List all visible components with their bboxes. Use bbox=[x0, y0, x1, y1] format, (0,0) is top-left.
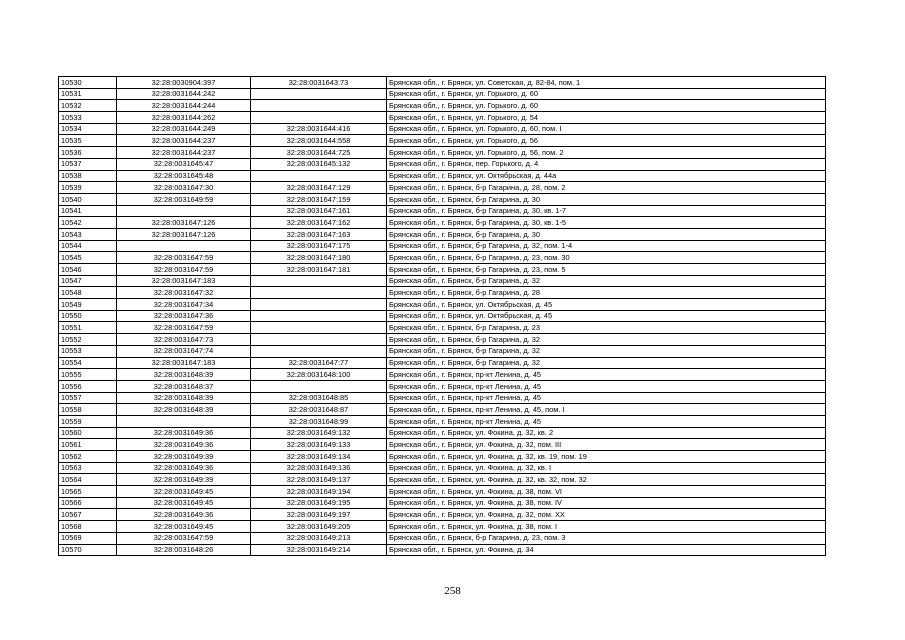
row-number-cell: 10567 bbox=[59, 509, 117, 521]
table-row bbox=[59, 509, 826, 521]
object-cadastral-number-cell: 32:28:0031647:129 bbox=[251, 182, 387, 194]
cadastral-number-cell: 32:28:0031644:249 bbox=[117, 123, 251, 135]
object-cadastral-number-cell: 32:28:0031649:214 bbox=[251, 544, 387, 556]
row-number-cell: 10570 bbox=[59, 544, 117, 556]
address-cell: Брянская обл., г. Брянск, б-р Гагарина, д. 28, пом. 2 bbox=[387, 182, 826, 194]
object-cadastral-number-cell: 32:28:0031648:100 bbox=[251, 369, 387, 381]
table-row bbox=[59, 322, 826, 334]
object-cadastral-number-cell: 32:28:0031643:73 bbox=[251, 77, 387, 89]
object-cadastral-number-cell bbox=[251, 88, 387, 100]
cadastral-number-cell: 32:28:0031649:36 bbox=[117, 427, 251, 439]
table-row bbox=[59, 486, 826, 498]
cadastral-number-cell: 32:28:0031644:237 bbox=[117, 135, 251, 147]
address-cell: Брянская обл., г. Брянск, ул. Фокина, д. 32, пом. III bbox=[387, 439, 826, 451]
address-cell: Брянская обл., г. Брянск, б-р Гагарина, д. 32 bbox=[387, 334, 826, 346]
row-number-cell: 10541 bbox=[59, 205, 117, 217]
cadastral-number-cell: 32:28:0031649:36 bbox=[117, 462, 251, 474]
cadastral-number-cell: 32:28:0031648:37 bbox=[117, 380, 251, 392]
address-cell: Брянская обл., г. Брянск, пр-кт Ленина, д. 45 bbox=[387, 392, 826, 404]
object-cadastral-number-cell: 32:28:0031647:162 bbox=[251, 217, 387, 229]
address-cell: Брянская обл., г. Брянск, б-р Гагарина, д. 30, кв. 1-5 bbox=[387, 217, 826, 229]
row-number-cell: 10558 bbox=[59, 404, 117, 416]
address-cell: Брянская обл., г. Брянск, пр-кт Ленина, д. 45 bbox=[387, 369, 826, 381]
cadastral-number-cell: 32:28:0031648:39 bbox=[117, 392, 251, 404]
address-cell: Брянская обл., г. Брянск, ул. Фокина, д. 32, кв. I bbox=[387, 462, 826, 474]
row-number-cell: 10543 bbox=[59, 228, 117, 240]
row-number-cell: 10535 bbox=[59, 135, 117, 147]
cadastral-number-cell: 32:28:0031647:59 bbox=[117, 252, 251, 264]
table-row bbox=[59, 544, 826, 556]
row-number-cell: 10546 bbox=[59, 264, 117, 276]
row-number-cell: 10552 bbox=[59, 334, 117, 346]
cadastral-number-cell: 32:28:0031647:34 bbox=[117, 299, 251, 311]
table-row bbox=[59, 252, 826, 264]
object-cadastral-number-cell: 32:28:0031647:161 bbox=[251, 205, 387, 217]
table-row bbox=[59, 299, 826, 311]
cadastral-number-cell: 32:28:0031649:36 bbox=[117, 509, 251, 521]
row-number-cell: 10561 bbox=[59, 439, 117, 451]
row-number-cell: 10547 bbox=[59, 275, 117, 287]
row-number-cell: 10532 bbox=[59, 100, 117, 112]
table-row bbox=[59, 217, 826, 229]
address-cell: Брянская обл., г. Брянск, ул. Фокина, д. 32, кв. 32, пом. 32 bbox=[387, 474, 826, 486]
cadastral-number-cell: 32:28:0031647:59 bbox=[117, 532, 251, 544]
table-row bbox=[59, 193, 826, 205]
table-row bbox=[59, 497, 826, 509]
address-cell: Брянская обл., г. Брянск, б-р Гагарина, д. 30 bbox=[387, 193, 826, 205]
table-row bbox=[59, 345, 826, 357]
address-cell: Брянская обл., г. Брянск, б-р Гагарина, д. 32, пом. 1-4 bbox=[387, 240, 826, 252]
object-cadastral-number-cell: 32:28:0031649:132 bbox=[251, 427, 387, 439]
table-row bbox=[59, 415, 826, 427]
address-cell: Брянская обл., г. Брянск, ул. Фокина, д. 32, пом. XX bbox=[387, 509, 826, 521]
row-number-cell: 10537 bbox=[59, 158, 117, 170]
cadastral-number-cell: 32:28:0031649:45 bbox=[117, 497, 251, 509]
cadastral-number-cell: 32:28:0031647:73 bbox=[117, 334, 251, 346]
object-cadastral-number-cell bbox=[251, 112, 387, 124]
table-row bbox=[59, 521, 826, 533]
object-cadastral-number-cell: 32:28:0031644:558 bbox=[251, 135, 387, 147]
cadastral-number-cell bbox=[117, 240, 251, 252]
cadastral-number-cell: 32:28:0031649:39 bbox=[117, 451, 251, 463]
address-cell: Брянская обл., г. Брянск, б-р Гагарина, д. 30, кв. 1-7 bbox=[387, 205, 826, 217]
row-number-cell: 10553 bbox=[59, 345, 117, 357]
address-cell: Брянская обл., г. Брянск, б-р Гагарина, д. 30 bbox=[387, 228, 826, 240]
table-row bbox=[59, 182, 826, 194]
cadastral-number-cell: 32:28:0031644:242 bbox=[117, 88, 251, 100]
row-number-cell: 10556 bbox=[59, 380, 117, 392]
address-cell: Брянская обл., г. Брянск, ул. Фокина, д. 38, пом. VI bbox=[387, 486, 826, 498]
table-row bbox=[59, 170, 826, 182]
cadastral-number-cell: 32:28:0031644:244 bbox=[117, 100, 251, 112]
cadastral-number-cell: 32:28:0031647:183 bbox=[117, 357, 251, 369]
object-cadastral-number-cell: 32:28:0031647:163 bbox=[251, 228, 387, 240]
table-row bbox=[59, 357, 826, 369]
object-cadastral-number-cell bbox=[251, 380, 387, 392]
registry-table bbox=[58, 76, 826, 556]
table-row bbox=[59, 451, 826, 463]
row-number-cell: 10542 bbox=[59, 217, 117, 229]
table-row bbox=[59, 369, 826, 381]
address-cell: Брянская обл., г. Брянск, ул. Фокина, д. 34 bbox=[387, 544, 826, 556]
address-cell: Брянская обл., г. Брянск, ул. Фокина, д. 32, кв. 2 bbox=[387, 427, 826, 439]
object-cadastral-number-cell: 32:28:0031647:181 bbox=[251, 264, 387, 276]
row-number-cell: 10536 bbox=[59, 147, 117, 159]
object-cadastral-number-cell bbox=[251, 334, 387, 346]
object-cadastral-number-cell: 32:28:0031648:85 bbox=[251, 392, 387, 404]
object-cadastral-number-cell bbox=[251, 322, 387, 334]
address-cell: Брянская обл., г. Брянск, ул. Октябрьская, д. 44а bbox=[387, 170, 826, 182]
row-number-cell: 10550 bbox=[59, 310, 117, 322]
row-number-cell: 10555 bbox=[59, 369, 117, 381]
table-row bbox=[59, 334, 826, 346]
address-cell: Брянская обл., г. Брянск, ул. Фокина, д. 32, кв. 19, пом. 19 bbox=[387, 451, 826, 463]
object-cadastral-number-cell bbox=[251, 275, 387, 287]
cadastral-number-cell: 32:28:0031647:32 bbox=[117, 287, 251, 299]
address-cell: Брянская обл., г. Брянск, ул. Горького, д. 60 bbox=[387, 88, 826, 100]
cadastral-number-cell: 32:28:0031649:45 bbox=[117, 521, 251, 533]
object-cadastral-number-cell: 32:28:0031647:159 bbox=[251, 193, 387, 205]
row-number-cell: 10544 bbox=[59, 240, 117, 252]
table-row bbox=[59, 112, 826, 124]
row-number-cell: 10548 bbox=[59, 287, 117, 299]
row-number-cell: 10538 bbox=[59, 170, 117, 182]
cadastral-number-cell: 32:28:0031647:30 bbox=[117, 182, 251, 194]
address-cell: Брянская обл., г. Брянск, б-р Гагарина, д. 32 bbox=[387, 275, 826, 287]
row-number-cell: 10530 bbox=[59, 77, 117, 89]
cadastral-number-cell: 32:28:0031648:39 bbox=[117, 369, 251, 381]
object-cadastral-number-cell: 32:28:0031647:77 bbox=[251, 357, 387, 369]
object-cadastral-number-cell: 32:28:0031649:194 bbox=[251, 486, 387, 498]
cadastral-number-cell: 32:28:0031649:45 bbox=[117, 486, 251, 498]
table-row bbox=[59, 158, 826, 170]
address-cell: Брянская обл., г. Брянск, ул. Горького, д. 60 bbox=[387, 100, 826, 112]
address-cell: Брянская обл., г. Брянск, ул. Горького, д. 60, пом. I bbox=[387, 123, 826, 135]
cadastral-number-cell: 32:28:0031647:59 bbox=[117, 264, 251, 276]
table-row bbox=[59, 228, 826, 240]
page-number: 258 bbox=[444, 585, 461, 597]
cadastral-number-cell: 32:28:0031647:36 bbox=[117, 310, 251, 322]
cadastral-number-cell: 32:28:0031647:74 bbox=[117, 345, 251, 357]
object-cadastral-number-cell: 32:28:0031649:197 bbox=[251, 509, 387, 521]
address-cell: Брянская обл., г. Брянск, б-р Гагарина, д. 23, пом. 3 bbox=[387, 532, 826, 544]
cadastral-number-cell: 32:28:0030904:397 bbox=[117, 77, 251, 89]
object-cadastral-number-cell: 32:28:0031644:416 bbox=[251, 123, 387, 135]
row-number-cell: 10563 bbox=[59, 462, 117, 474]
table-row bbox=[59, 532, 826, 544]
cadastral-number-cell: 32:28:0031644:262 bbox=[117, 112, 251, 124]
table-row bbox=[59, 135, 826, 147]
row-number-cell: 10531 bbox=[59, 88, 117, 100]
object-cadastral-number-cell: 32:28:0031645:132 bbox=[251, 158, 387, 170]
row-number-cell: 10564 bbox=[59, 474, 117, 486]
object-cadastral-number-cell: 32:28:0031649:213 bbox=[251, 532, 387, 544]
row-number-cell: 10566 bbox=[59, 497, 117, 509]
object-cadastral-number-cell bbox=[251, 287, 387, 299]
cadastral-number-cell bbox=[117, 205, 251, 217]
table-row bbox=[59, 88, 826, 100]
row-number-cell: 10534 bbox=[59, 123, 117, 135]
address-cell: Брянская обл., г. Брянск, пр-кт Ленина, д. 45 bbox=[387, 380, 826, 392]
row-number-cell: 10539 bbox=[59, 182, 117, 194]
address-cell: Брянская обл., г. Брянск, б-р Гагарина, д. 23, пом. 5 bbox=[387, 264, 826, 276]
table-row bbox=[59, 439, 826, 451]
table-row bbox=[59, 392, 826, 404]
cadastral-number-cell: 32:28:0031644:237 bbox=[117, 147, 251, 159]
cadastral-number-cell: 32:28:0031645:47 bbox=[117, 158, 251, 170]
table-row bbox=[59, 77, 826, 89]
table-row bbox=[59, 404, 826, 416]
table-row bbox=[59, 205, 826, 217]
address-cell: Брянская обл., г. Брянск, ул. Горького, д. 56 bbox=[387, 135, 826, 147]
address-cell: Брянская обл., г. Брянск, б-р Гагарина, д. 23, пом. 30 bbox=[387, 252, 826, 264]
object-cadastral-number-cell bbox=[251, 345, 387, 357]
address-cell: Брянская обл., г. Брянск, пр-кт Ленина, д. 45, пом. I bbox=[387, 404, 826, 416]
address-cell: Брянская обл., г. Брянск, ул. Октябрьская, д. 45 bbox=[387, 299, 826, 311]
cadastral-number-cell: 32:28:0031648:39 bbox=[117, 404, 251, 416]
cadastral-number-cell: 32:28:0031647:183 bbox=[117, 275, 251, 287]
table-row bbox=[59, 264, 826, 276]
object-cadastral-number-cell bbox=[251, 170, 387, 182]
cadastral-number-cell: 32:28:0031649:36 bbox=[117, 439, 251, 451]
row-number-cell: 10569 bbox=[59, 532, 117, 544]
cadastral-number-cell: 32:28:0031647:126 bbox=[117, 228, 251, 240]
address-cell: Брянская обл., г. Брянск, б-р Гагарина, д. 28 bbox=[387, 287, 826, 299]
row-number-cell: 10560 bbox=[59, 427, 117, 439]
row-number-cell: 10549 bbox=[59, 299, 117, 311]
object-cadastral-number-cell: 32:28:0031647:175 bbox=[251, 240, 387, 252]
object-cadastral-number-cell: 32:28:0031649:134 bbox=[251, 451, 387, 463]
table-row bbox=[59, 147, 826, 159]
row-number-cell: 10540 bbox=[59, 193, 117, 205]
object-cadastral-number-cell: 32:28:0031649:195 bbox=[251, 497, 387, 509]
object-cadastral-number-cell: 32:28:0031649:136 bbox=[251, 462, 387, 474]
address-cell: Брянская обл., г. Брянск, ул. Советская, д. 82-84, пом. 1 bbox=[387, 77, 826, 89]
address-cell: Брянская обл., г. Брянск, пр-кт Ленина, д. 45 bbox=[387, 415, 826, 427]
address-cell: Брянская обл., г. Брянск, б-р Гагарина, д. 23 bbox=[387, 322, 826, 334]
cadastral-number-cell: 32:28:0031648:26 bbox=[117, 544, 251, 556]
table-row bbox=[59, 123, 826, 135]
address-cell: Брянская обл., г. Брянск, ул. Октябрьская, д. 45 bbox=[387, 310, 826, 322]
cadastral-number-cell bbox=[117, 415, 251, 427]
table-row bbox=[59, 275, 826, 287]
cadastral-number-cell: 32:28:0031649:39 bbox=[117, 474, 251, 486]
table-row bbox=[59, 287, 826, 299]
row-number-cell: 10559 bbox=[59, 415, 117, 427]
table-row bbox=[59, 240, 826, 252]
address-cell: Брянская обл., г. Брянск, б-р Гагарина, д. 32 bbox=[387, 345, 826, 357]
table-row bbox=[59, 474, 826, 486]
row-number-cell: 10551 bbox=[59, 322, 117, 334]
address-cell: Брянская обл., г. Брянск, б-р Гагарина, д. 32 bbox=[387, 357, 826, 369]
cadastral-number-cell: 32:28:0031649:59 bbox=[117, 193, 251, 205]
address-cell: Брянская обл., г. Брянск, пер. Горького, д. 4 bbox=[387, 158, 826, 170]
table-row bbox=[59, 380, 826, 392]
cadastral-number-cell: 32:28:0031647:59 bbox=[117, 322, 251, 334]
object-cadastral-number-cell: 32:28:0031647:180 bbox=[251, 252, 387, 264]
address-cell: Брянская обл., г. Брянск, ул. Горького, д. 54 bbox=[387, 112, 826, 124]
object-cadastral-number-cell: 32:28:0031648:87 bbox=[251, 404, 387, 416]
row-number-cell: 10545 bbox=[59, 252, 117, 264]
table-row bbox=[59, 100, 826, 112]
row-number-cell: 10568 bbox=[59, 521, 117, 533]
object-cadastral-number-cell bbox=[251, 100, 387, 112]
table-row bbox=[59, 462, 826, 474]
row-number-cell: 10554 bbox=[59, 357, 117, 369]
cadastral-number-cell: 32:28:0031647:126 bbox=[117, 217, 251, 229]
table-row bbox=[59, 427, 826, 439]
registry-table-body bbox=[59, 77, 826, 556]
row-number-cell: 10565 bbox=[59, 486, 117, 498]
object-cadastral-number-cell bbox=[251, 310, 387, 322]
object-cadastral-number-cell: 32:28:0031649:133 bbox=[251, 439, 387, 451]
row-number-cell: 10533 bbox=[59, 112, 117, 124]
object-cadastral-number-cell: 32:28:0031648:99 bbox=[251, 415, 387, 427]
table-row bbox=[59, 310, 826, 322]
address-cell: Брянская обл., г. Брянск, ул. Фокина, д. 38, пом. IV bbox=[387, 497, 826, 509]
address-cell: Брянская обл., г. Брянск, ул. Фокина, д. 38, пом. I bbox=[387, 521, 826, 533]
object-cadastral-number-cell: 32:28:0031649:205 bbox=[251, 521, 387, 533]
row-number-cell: 10557 bbox=[59, 392, 117, 404]
object-cadastral-number-cell bbox=[251, 299, 387, 311]
object-cadastral-number-cell: 32:28:0031644:725 bbox=[251, 147, 387, 159]
object-cadastral-number-cell: 32:28:0031649:137 bbox=[251, 474, 387, 486]
cadastral-number-cell: 32:28:0031645:48 bbox=[117, 170, 251, 182]
address-cell: Брянская обл., г. Брянск, ул. Горького, д. 56, пом. 2 bbox=[387, 147, 826, 159]
row-number-cell: 10562 bbox=[59, 451, 117, 463]
